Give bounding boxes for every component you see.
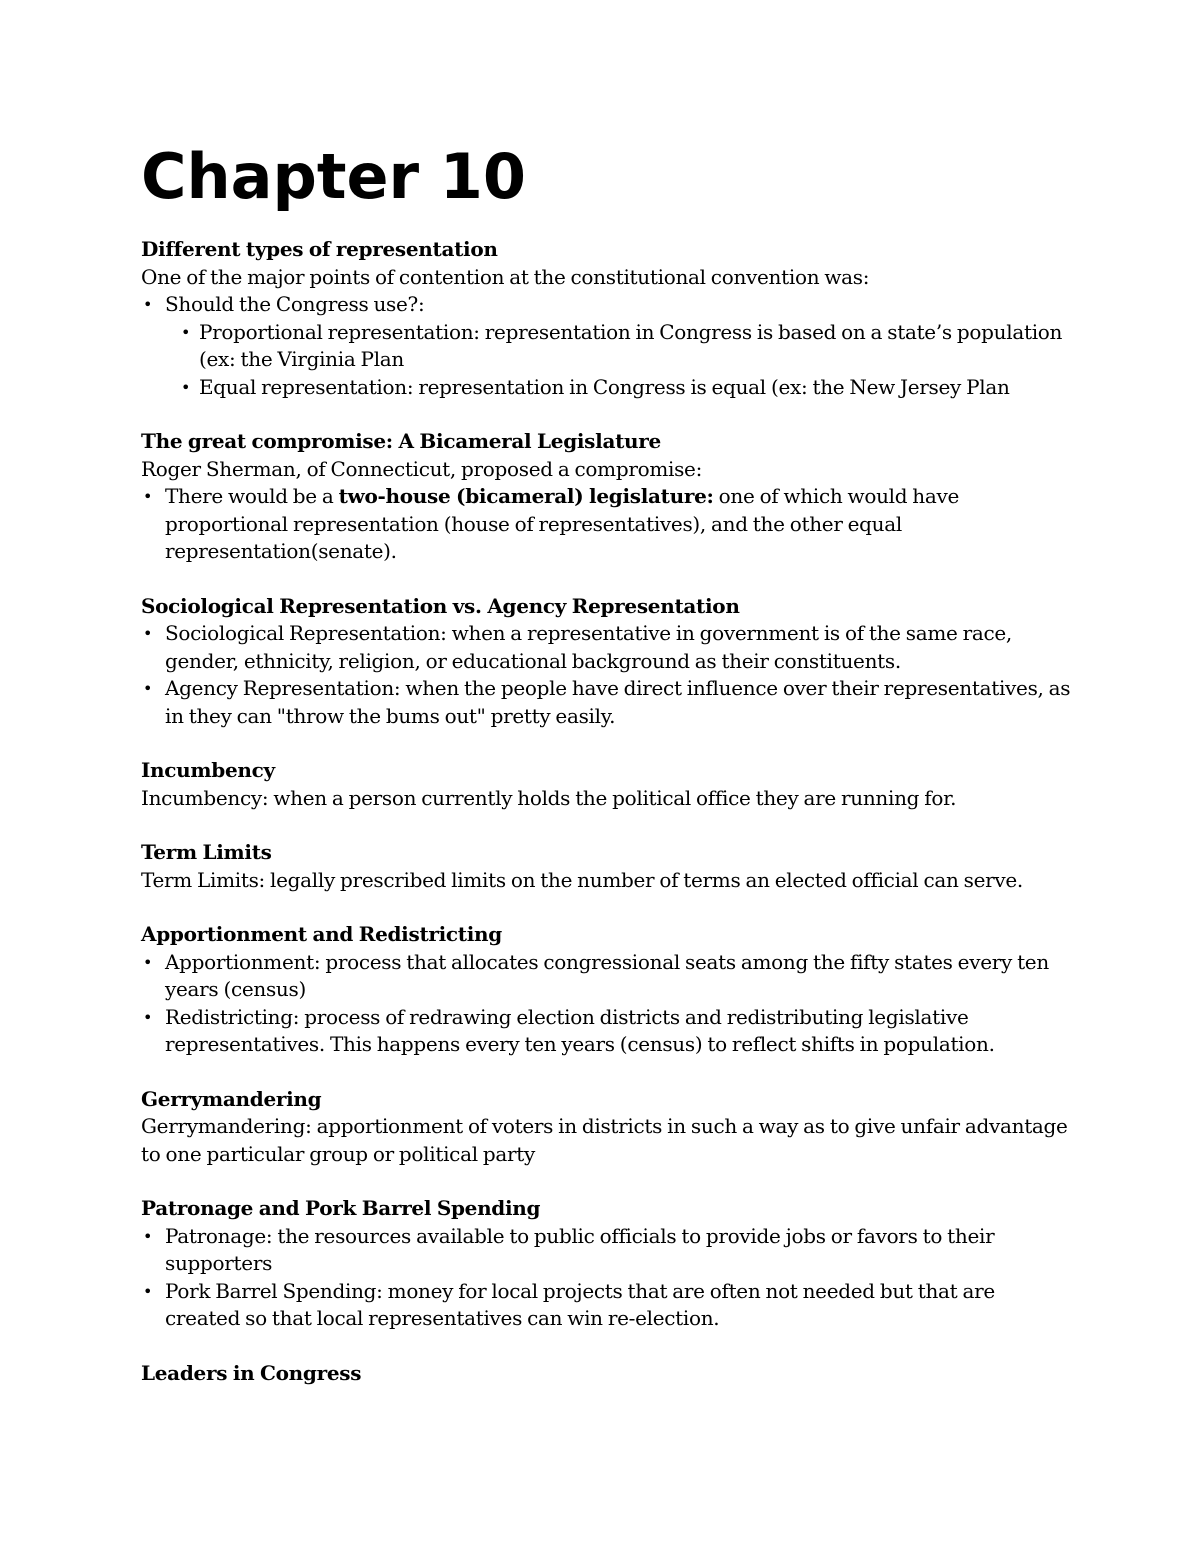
list-item: • Patronage: the resources available to public officials to provide jobs or favors to their supporters: [141, 1223, 1071, 1278]
bullet-list: [141, 949, 1071, 1059]
list-item: • Equal representation: representation in Congress is equal (ex: the New Jersey Plan: [165, 374, 1071, 402]
bullet-list: [141, 483, 1071, 566]
section-text: Term Limits: legally prescribed limits on the number of terms an elected official can serve.: [141, 867, 1023, 892]
list-item: • Apportionment: process that allocates congressional seats among the fifty states every ten years (census): [141, 949, 1071, 1004]
bullet-list: [141, 1223, 1071, 1333]
section-heading: The great compromise: A Bicameral Legislature: [141, 429, 661, 453]
section-heading: Different types of representation: [141, 237, 498, 261]
section-heading: Leaders in Congress: [141, 1360, 362, 1385]
section-heading: Incumbency: [141, 758, 275, 782]
section-incumbency: [141, 757, 1071, 812]
document-body: [141, 138, 1071, 1414]
section-text: Gerrymandering: apportionment of voters in districts in such a way as to give unfair advantage to one particular group or political party: [141, 1114, 1068, 1166]
list-item: • Pork Barrel Spending: money for local projects that are often not needed but that are created so that local representatives can win re-election.: [141, 1278, 1071, 1333]
list-item: • There would be a two-house (bicameral) legislature: one of which would have proportional representation (house of representatives), and the other equal representation(senate).: [141, 483, 1071, 566]
section-heading: Apportionment and Redistricting: [141, 922, 502, 946]
list-item: • Agency Representation: when the people have direct influence over their representatives, as in they can "throw the bums out" pretty easily.: [141, 675, 1071, 730]
section-text: Roger Sherman, of Connecticut, proposed a compromise:: [141, 456, 703, 481]
section-heading: Sociological Representation vs. Agency Representation: [141, 593, 740, 618]
section-text: Incumbency: when a person currently holds the political office they are running for.: [141, 785, 957, 810]
section-heading: Gerrymandering: [141, 1086, 322, 1111]
bold-term: two-house (bicameral) legislature:: [338, 484, 714, 508]
section-heading: Patronage and Pork Barrel Spending: [141, 1196, 541, 1220]
sub-bullet-list: [165, 319, 1071, 402]
list-item: • Should the Congress use?: • Proportional representation: representation in Congress is based on a state’s population (ex: the Virginia Plan • Equal representation: representation in Congress is equal (ex: the New Jersey Plan: [141, 291, 1071, 401]
bullet-list: [141, 291, 1071, 401]
section-text: One of the major points of contention at the constitutional convention was:: [141, 264, 870, 289]
section-patronage: [141, 1195, 1071, 1333]
section-leaders: [141, 1360, 1071, 1388]
bullet-list: [141, 620, 1071, 730]
section-gerrymandering: [141, 1086, 1071, 1169]
page-title: Chapter 10: [141, 140, 526, 213]
section-sociological-vs-agency: [141, 593, 1071, 731]
section-heading: Term Limits: [141, 840, 272, 864]
section-types-of-representation: [141, 236, 1071, 401]
section-great-compromise: [141, 428, 1071, 566]
list-item: • Redistricting: process of redrawing election districts and redistributing legislative representatives. This happens every ten years (census) to reflect shifts in population.: [141, 1004, 1071, 1059]
list-item: • Sociological Representation: when a representative in government is of the same race, gender, ethnicity, religion, or educational background as their constituents.: [141, 620, 1071, 675]
section-apportionment: [141, 921, 1071, 1059]
section-term-limits: [141, 839, 1071, 894]
list-item: • Proportional representation: representation in Congress is based on a state’s population (ex: the Virginia Plan: [165, 319, 1071, 374]
